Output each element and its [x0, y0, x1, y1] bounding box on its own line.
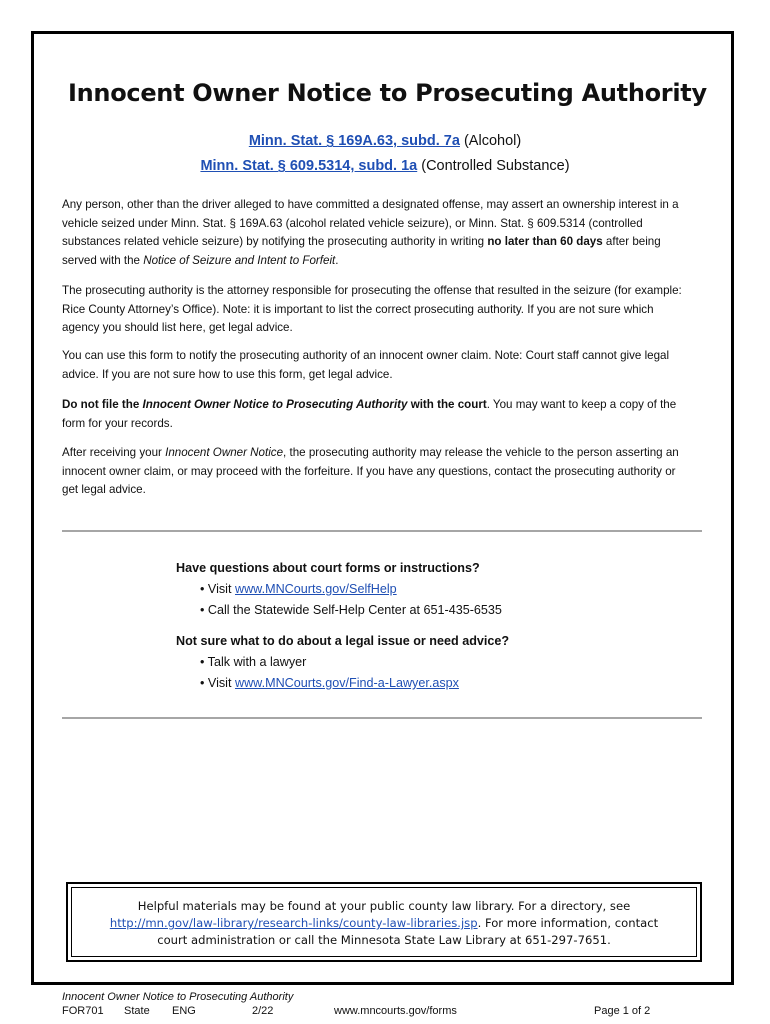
divider: [62, 530, 702, 532]
deadline-text: no later than 60 days: [487, 235, 603, 248]
footer-form-name: Innocent Owner Notice to Prosecuting Authority: [62, 991, 294, 1003]
warning-text: with the court: [407, 398, 487, 411]
form-name-text: Innocent Owner Notice to Prosecuting Authority: [142, 398, 408, 411]
text: • Visit: [200, 676, 235, 690]
citation-suffix: (Alcohol): [459, 133, 522, 149]
text: court administration or call the Minnesota State Law Library at 651-297-7651.: [157, 933, 611, 947]
text: • Visit: [200, 582, 235, 596]
paragraph-court-staff: You can use this form to notify the prosecuting authority of an innocent owner claim. Note: Court staff cannot give legal advice. If you are not sure how to use this form, get legal advice.: [62, 349, 670, 381]
page-border: [31, 31, 734, 985]
footer-page-number: Page 1 of 2: [594, 1005, 651, 1017]
help-item-find-lawyer: [176, 673, 676, 694]
selfhelp-link[interactable]: www.MNCourts.gov/SelfHelp: [234, 582, 397, 596]
text: Any person, other than the driver alleged to have committed a designated offense, may assert an ownership interest in a vehicle seized under Minn. Stat. § 169A.63 (alcohol related vehicle seizure), or Minn. Stat. § 609.5314 (controlled substances related vehicle seizure) by notifying the prosecuting authority in writing: [62, 198, 679, 248]
footer-date: 2/22: [252, 1005, 274, 1017]
text: . You may want to keep a copy of the form for your records.: [62, 398, 677, 430]
statute-citation-alcohol: [0, 133, 770, 149]
warning-text: Do not file the: [62, 398, 143, 411]
help-heading: Have questions about court forms or instructions?: [176, 561, 480, 575]
help-section-forms: [176, 558, 676, 621]
find-lawyer-link[interactable]: www.MNCourts.gov/Find-a-Lawyer.aspx: [234, 676, 459, 690]
text: after being served with the: [62, 235, 661, 267]
statute-link-169a[interactable]: Minn. Stat. § 169A.63, subd. 7a: [248, 133, 460, 149]
text: , the prosecuting authority may release the vehicle to the person asserting an innocent owner claim, or may proceed with the forfeiture. If you have any questions, contact the prosecuting authority or get legal advice.: [62, 446, 679, 496]
footer-language: ENG: [172, 1005, 196, 1017]
help-section-legal-advice: [176, 631, 676, 694]
help-heading: Not sure what to do about a legal issue or need advice?: [176, 634, 510, 648]
statute-link-609[interactable]: Minn. Stat. § 609.5314, subd. 1a: [200, 158, 418, 174]
help-item-talk-lawyer: [176, 652, 676, 673]
footer-jurisdiction: State: [124, 1005, 150, 1017]
footer-form-code: FOR701: [62, 1005, 104, 1017]
text: Helpful materials may be found at your public county law library. For a directory, see: [137, 899, 631, 913]
paragraph-after-receiving: [62, 444, 692, 500]
text: .: [335, 253, 339, 267]
paragraph-do-not-file: [62, 396, 692, 433]
law-library-link[interactable]: http://mn.gov/law-library/research-links/county-law-libraries.jsp: [109, 916, 478, 930]
notice-name: Notice of Seizure and Intent to Forfeit: [143, 253, 336, 267]
notice-name: Innocent Owner Notice: [165, 446, 284, 459]
citation-suffix: (Controlled Substance): [417, 158, 570, 174]
help-item-visit-selfhelp: [176, 579, 676, 600]
form-title: Innocent Owner Notice to Prosecuting Authority: [68, 79, 707, 107]
text: • Call the Statewide Self-Help Center at 651-435-6535: [200, 603, 502, 617]
paragraph-prosecuting-authority: The prosecuting authority is the attorney responsible for prosecuting the offense that resulted in the seizure (for example: Rice County Attorney’s Office). Note: it is important to list the correct prosecuting authority. If you are not sure which agency you should list here, get legal advice.: [62, 284, 682, 334]
text: • Talk with a lawyer: [200, 655, 307, 669]
text: After receiving your: [62, 446, 166, 459]
page-footer: [62, 990, 662, 1018]
paragraph-eligibility: [62, 196, 692, 270]
law-library-box: [66, 882, 702, 962]
text: . For more information, contact: [477, 916, 659, 930]
law-library-text: [68, 898, 700, 949]
statute-citation-controlled-substance: [0, 158, 770, 174]
divider: [62, 717, 702, 719]
help-item-call-center: [176, 600, 676, 621]
footer-url: www.mncourts.gov/forms: [334, 1005, 457, 1017]
